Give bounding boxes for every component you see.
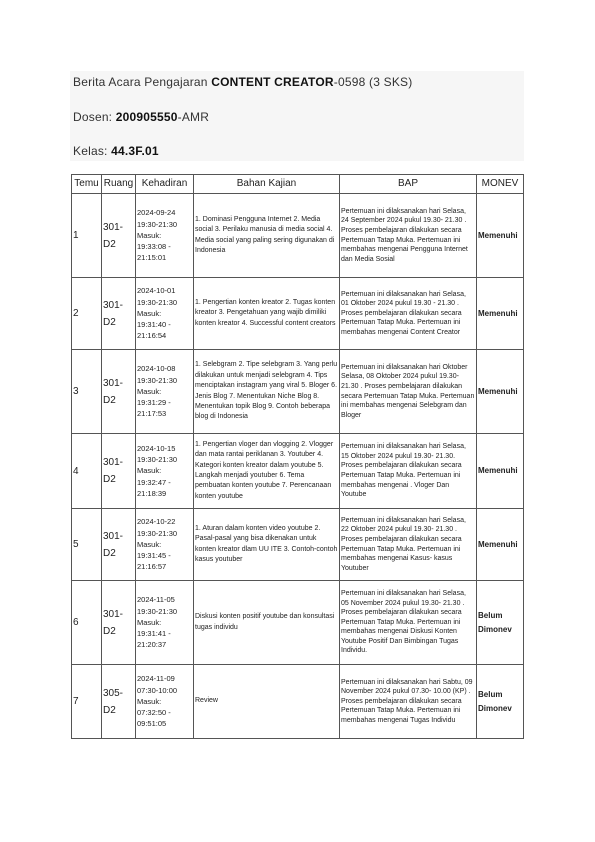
cell-monev: Memenuhi xyxy=(477,509,524,581)
table-row xyxy=(72,194,524,278)
kehadiran-line: 2024-11-05 xyxy=(137,595,175,605)
cell-temu: 3 xyxy=(72,350,102,434)
table-row xyxy=(72,581,524,665)
kehadiran-line: 19:30-21:30 xyxy=(137,219,178,229)
kehadiran-line: 19:33:08 - xyxy=(137,242,171,252)
header-kehadiran: Kehadiran xyxy=(136,175,194,194)
kelas-value: 44.3F.01 xyxy=(111,144,159,158)
kehadiran-line: Masuk: xyxy=(137,386,162,396)
cell-ruang: 305-D2 xyxy=(102,665,136,739)
title-prefix: Berita Acara Pengajaran xyxy=(73,75,212,89)
kehadiran-line: 21:15:01 xyxy=(137,253,167,263)
course-name: CONTENT CREATOR xyxy=(211,75,334,89)
cell-bap: Pertemuan ini dilaksanakan hari Selasa, 01 Oktober 2024 pukul 19.30 - 21.30 . Proses pembelajaran dilakukan secara Pertemuan Tatap Muka. Pertemuan ini membahas mengenai Content Creator xyxy=(340,278,477,350)
header-bahan-kajian: Bahan Kajian xyxy=(194,175,340,194)
kehadiran-line: 19:30-21:30 xyxy=(137,297,178,307)
dosen-label: Dosen: xyxy=(73,110,116,124)
table-row xyxy=(72,509,524,581)
cell-ruang: 301-D2 xyxy=(102,350,136,434)
cell-bap: Pertemuan ini dilaksanakan hari Selasa, 15 Oktober 2024 pukul 19.30- 21.30. Proses pembelajaran dilakukan secara Pertemuan Tatap Muka. Pertemuan ini membahas mengenai . Vloger Dan Youtube xyxy=(340,434,477,509)
kehadiran-line: 19:30-21:30 xyxy=(137,606,178,616)
kehadiran-line: 09:51:05 xyxy=(137,719,167,729)
cell-bahan-kajian: 1. Pengertian vloger dan vlogging 2. Vlogger dan mata rantai periklanan 3. Youtuber 4. Kategori konten kreator dalam youtube 5. Langkah menjadi youtuber 6. Tema pembuatan konten youtube 7. Perencanaan konten youtube xyxy=(194,434,340,509)
dosen-code: 200905550 xyxy=(115,110,178,124)
cell-temu: 4 xyxy=(72,434,102,509)
cell-kehadiran xyxy=(136,509,194,581)
cell-kehadiran xyxy=(136,434,194,509)
cell-bahan-kajian: 1. Dominasi Pengguna Internet 2. Media social 3. Perilaku manusia di media social 4. Media social yang paling sering digunakan di Indonesia xyxy=(194,194,340,278)
kehadiran-line: 07:32:50 - xyxy=(137,708,171,718)
document-title xyxy=(73,75,412,89)
table-header-row xyxy=(72,175,524,194)
kehadiran-line: 19:32:47 - xyxy=(137,477,171,487)
header-monev: MONEV xyxy=(477,175,524,194)
cell-bahan-kajian: 1. Selebgram 2. Tipe selebgram 3. Yang perlu dilakukan untuk menjadi selebgram 4. Tips menciptakan instagram yang viral 5. Bloger 6. Jenis Blog 7. Menentukan Niche Blog 8. Menentukan topik Blog 9. Contoh beberapa blog di Indonesia xyxy=(194,350,340,434)
kehadiran-line: 21:16:57 xyxy=(137,562,167,572)
kehadiran-line: 19:31:41 - xyxy=(137,629,171,639)
kehadiran-line: Masuk: xyxy=(137,617,162,627)
cell-bahan-kajian: 1. Aturan dalam konten video youtube 2. Pasal-pasal yang bisa dikenakan untuk konten kreator dlam UU ITE 3. Contoh-contoh kasus youtuber xyxy=(194,509,340,581)
kehadiran-line: 19:31:45 - xyxy=(137,551,171,561)
cell-bap: Pertemuan ini dilaksanakan hari Sabtu, 09 November 2024 pukul 07.30- 10.00 (KP) . Proses pembelajaran dilakukan secara Pertemuan Tatap Muka. Pertemuan ini membahas mengenai Tugas Individu xyxy=(340,665,477,739)
header-ruang: Ruang xyxy=(102,175,136,194)
table-row xyxy=(72,665,524,739)
kelas-label: Kelas: xyxy=(73,144,112,158)
kehadiran-line: 19:30-21:30 xyxy=(137,375,178,385)
kehadiran-line: 21:17:53 xyxy=(137,409,167,419)
kehadiran-line: Masuk: xyxy=(137,696,162,706)
course-suffix: -0598 (3 SKS) xyxy=(333,75,413,89)
cell-bap: Pertemuan ini dilaksanakan hari Oktober Selasa, 08 Oktober 2024 pukul 19.30- 21.30 . Proses pembelajaran dilakukan secara Pertemuan Tatap Muka. Pertemuan ini membahas mengenai Selebgram dan Bloger xyxy=(340,350,477,434)
cell-kehadiran xyxy=(136,581,194,665)
kehadiran-line: Masuk: xyxy=(137,466,162,476)
kehadiran-line: 2024-11-09 xyxy=(137,674,175,684)
cell-bahan-kajian: Review xyxy=(194,665,340,739)
dosen-suffix: -AMR xyxy=(177,110,210,124)
cell-ruang: 301-D2 xyxy=(102,194,136,278)
cell-bap: Pertemuan ini dilaksanakan hari Selasa, 22 Oktober 2024 pukul 19.30- 21.30 . Proses pembelajaran dilakukan secara Pertemuan Tatap Muka. Pertemuan ini membahas mengenai Kasus- kasus Youtuber xyxy=(340,509,477,581)
cell-temu: 6 xyxy=(72,581,102,665)
cell-kehadiran xyxy=(136,350,194,434)
cell-temu: 2 xyxy=(72,278,102,350)
kehadiran-line: 2024-10-22 xyxy=(137,517,176,527)
cell-bap: Pertemuan ini dilaksanakan hari Selasa, 24 September 2024 pukul 19.30- 21.30 . Proses pembelajaran dilakukan secara Pertemuan Tatap Muka. Pertemuan ini membahas mengenai Pengguna Internet dan Media Sosial xyxy=(340,194,477,278)
kehadiran-line: 19:30-21:30 xyxy=(137,455,178,465)
cell-bahan-kajian: Diskusi konten positif youtube dan konsultasi tugas individu xyxy=(194,581,340,665)
cell-ruang: 301-D2 xyxy=(102,509,136,581)
table-row xyxy=(72,278,524,350)
cell-monev: Memenuhi xyxy=(477,278,524,350)
table-row xyxy=(72,350,524,434)
kehadiran-line: 21:18:39 xyxy=(137,488,167,498)
header-bap: BAP xyxy=(340,175,477,194)
kehadiran-line: 21:16:54 xyxy=(137,331,167,341)
cell-kehadiran xyxy=(136,194,194,278)
header-temu: Temu xyxy=(72,175,102,194)
cell-kehadiran xyxy=(136,665,194,739)
cell-monev: Belum Dimonev xyxy=(477,581,524,665)
document-header xyxy=(70,71,524,161)
kehadiran-line: 19:31:29 - xyxy=(137,398,171,408)
kehadiran-line: Masuk: xyxy=(137,230,162,240)
cell-ruang: 301-D2 xyxy=(102,581,136,665)
cell-monev: Belum Dimonev xyxy=(477,665,524,739)
cell-monev: Memenuhi xyxy=(477,350,524,434)
cell-bap: Pertemuan ini dilaksanakan hari Selasa, 05 November 2024 pukul 19.30- 21.30 . Proses pembelajaran dilakukan secara Pertemuan Tatap Muka. Pertemuan ini membahas mengenai Diskusi Konten Youtube Positif Dan Bimbingan Tugas Individu. xyxy=(340,581,477,665)
kehadiran-line: 19:31:40 - xyxy=(137,320,171,330)
kehadiran-line: 2024-10-15 xyxy=(137,443,176,453)
kehadiran-line: 19:30-21:30 xyxy=(137,528,178,538)
kehadiran-line: Masuk: xyxy=(137,308,162,318)
kehadiran-line: 2024-10-08 xyxy=(137,364,176,374)
bap-table xyxy=(71,174,524,739)
cell-ruang: 301-D2 xyxy=(102,278,136,350)
kehadiran-line: 07:30-10:00 xyxy=(137,685,178,695)
table-row xyxy=(72,434,524,509)
cell-ruang: 301-D2 xyxy=(102,434,136,509)
cell-monev: Memenuhi xyxy=(477,434,524,509)
class-line xyxy=(73,144,159,158)
kehadiran-line: 2024-10-01 xyxy=(137,286,176,296)
cell-monev: Memenuhi xyxy=(477,194,524,278)
cell-temu: 7 xyxy=(72,665,102,739)
cell-temu: 5 xyxy=(72,509,102,581)
kehadiran-line: Masuk: xyxy=(137,539,162,549)
lecturer-line xyxy=(73,110,209,124)
cell-bahan-kajian: 1. Pengertian konten kreator 2. Tugas konten kreator 3. Pengetahuan yang wajib dimiliki konten kreator 4. Successful content creators xyxy=(194,278,340,350)
cell-kehadiran xyxy=(136,278,194,350)
kehadiran-line: 21:20:37 xyxy=(137,640,167,650)
cell-temu: 1 xyxy=(72,194,102,278)
kehadiran-line: 2024-09-24 xyxy=(137,208,176,218)
